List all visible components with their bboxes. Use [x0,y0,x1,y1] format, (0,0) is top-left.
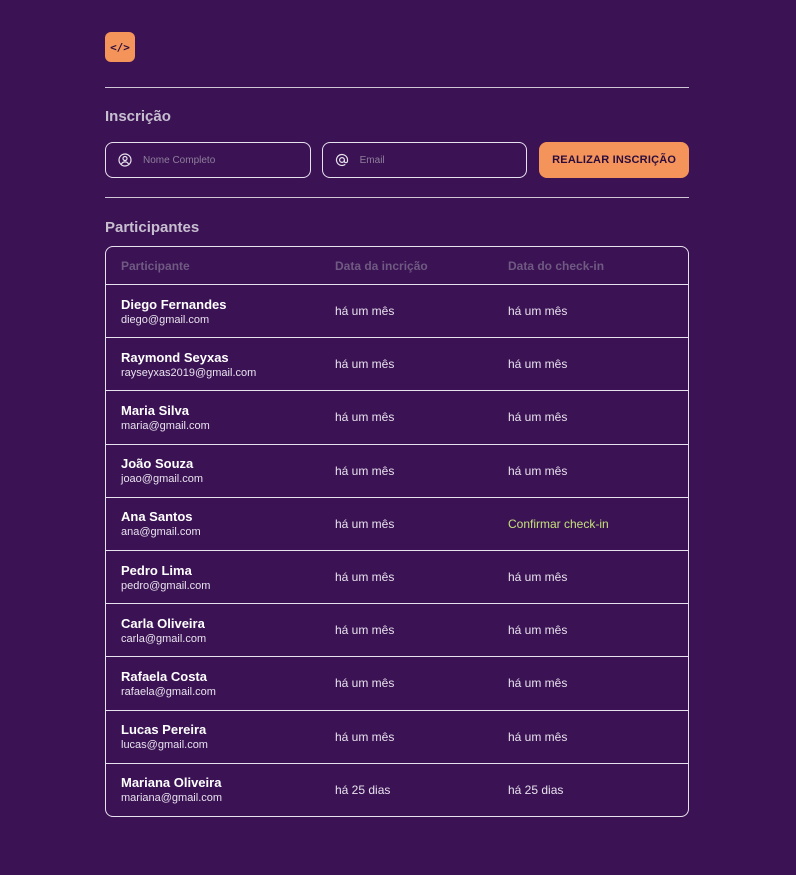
header-checkin-date: Data do check-in [508,258,605,273]
participant-email: ana@gmail.com [121,526,201,539]
participant-name: Ana Santos [121,509,193,525]
participants-table [105,246,689,817]
page [105,32,689,817]
subscription-date: há um mês [335,516,395,531]
subscription-date: há um mês [335,623,395,638]
checkin-date: há um mês [508,623,568,638]
checkin-date: há um mês [508,676,568,691]
table-row [106,603,688,656]
participant-email: lucas@gmail.com [121,739,208,752]
email-input[interactable] [360,155,510,166]
checkin-date: há um mês [508,410,568,425]
header-subscription-date: Data da incrição [335,258,428,273]
participant-cell [106,509,335,538]
participant-email: pedro@gmail.com [121,579,211,592]
participant-name: Rafaela Costa [121,668,207,684]
participantes-title: Participantes [105,219,200,236]
table-row [106,763,688,816]
table-row [106,284,688,337]
table-row [106,497,688,550]
participant-cell [106,456,335,485]
table-header [106,247,688,284]
table-row [106,656,688,709]
table-row [106,710,688,763]
confirm-checkin-button[interactable]: Confirmar check-in [508,516,609,531]
participant-cell [106,775,335,804]
participant-cell [106,297,335,326]
subscription-date: há um mês [335,729,395,744]
top-divider [105,87,689,88]
checkin-date: há um mês [508,357,568,372]
subscription-date: há um mês [335,463,395,478]
participant-cell [106,722,335,751]
submit-button[interactable]: REALIZAR INSCRIÇÃO [539,142,689,178]
participant-email: rafaela@gmail.com [121,685,216,698]
inscricao-title: Inscrição [105,108,171,125]
checkin-date: há um mês [508,570,568,585]
table-row [106,550,688,603]
participant-name: Mariana Oliveira [121,775,222,791]
table-row [106,390,688,443]
at-sign-icon [334,152,350,168]
participant-email: joao@gmail.com [121,473,204,486]
middle-divider [105,197,689,198]
user-circle-icon [117,152,133,168]
code-icon: </> [105,32,135,62]
checkin-date: há 25 dias [508,782,564,797]
participant-name: Raymond Seyxas [121,349,229,365]
header-participant: Participante [121,258,190,273]
email-field[interactable] [322,142,528,178]
participant-name: Pedro Lima [121,562,192,578]
participant-email: rayseyxas2019@gmail.com [121,366,257,379]
participant-email: carla@gmail.com [121,632,207,645]
subscription-date: há um mês [335,304,395,319]
table-row [106,444,688,497]
inscricao-form [105,142,689,178]
subscription-date: há um mês [335,357,395,372]
participant-cell [106,563,335,592]
participant-email: diego@gmail.com [121,313,210,326]
subscription-date: há um mês [335,570,395,585]
table-row [106,337,688,390]
checkin-date: há um mês [508,729,568,744]
participant-cell [106,669,335,698]
participant-cell [106,350,335,379]
subscription-date: há 25 dias [335,782,391,797]
name-input[interactable] [143,155,293,166]
checkin-date: há um mês [508,463,568,478]
participant-name: Carla Oliveira [121,615,205,631]
participant-name: João Souza [121,456,194,472]
participant-cell [106,616,335,645]
table-body [106,284,688,816]
participant-cell [106,403,335,432]
name-field[interactable] [105,142,311,178]
participant-email: mariana@gmail.com [121,792,223,805]
subscription-date: há um mês [335,410,395,425]
participant-name: Diego Fernandes [121,296,227,312]
participant-email: maria@gmail.com [121,419,210,432]
subscription-date: há um mês [335,676,395,691]
participant-name: Lucas Pereira [121,722,207,738]
checkin-date: há um mês [508,304,568,319]
participant-name: Maria Silva [121,402,189,418]
